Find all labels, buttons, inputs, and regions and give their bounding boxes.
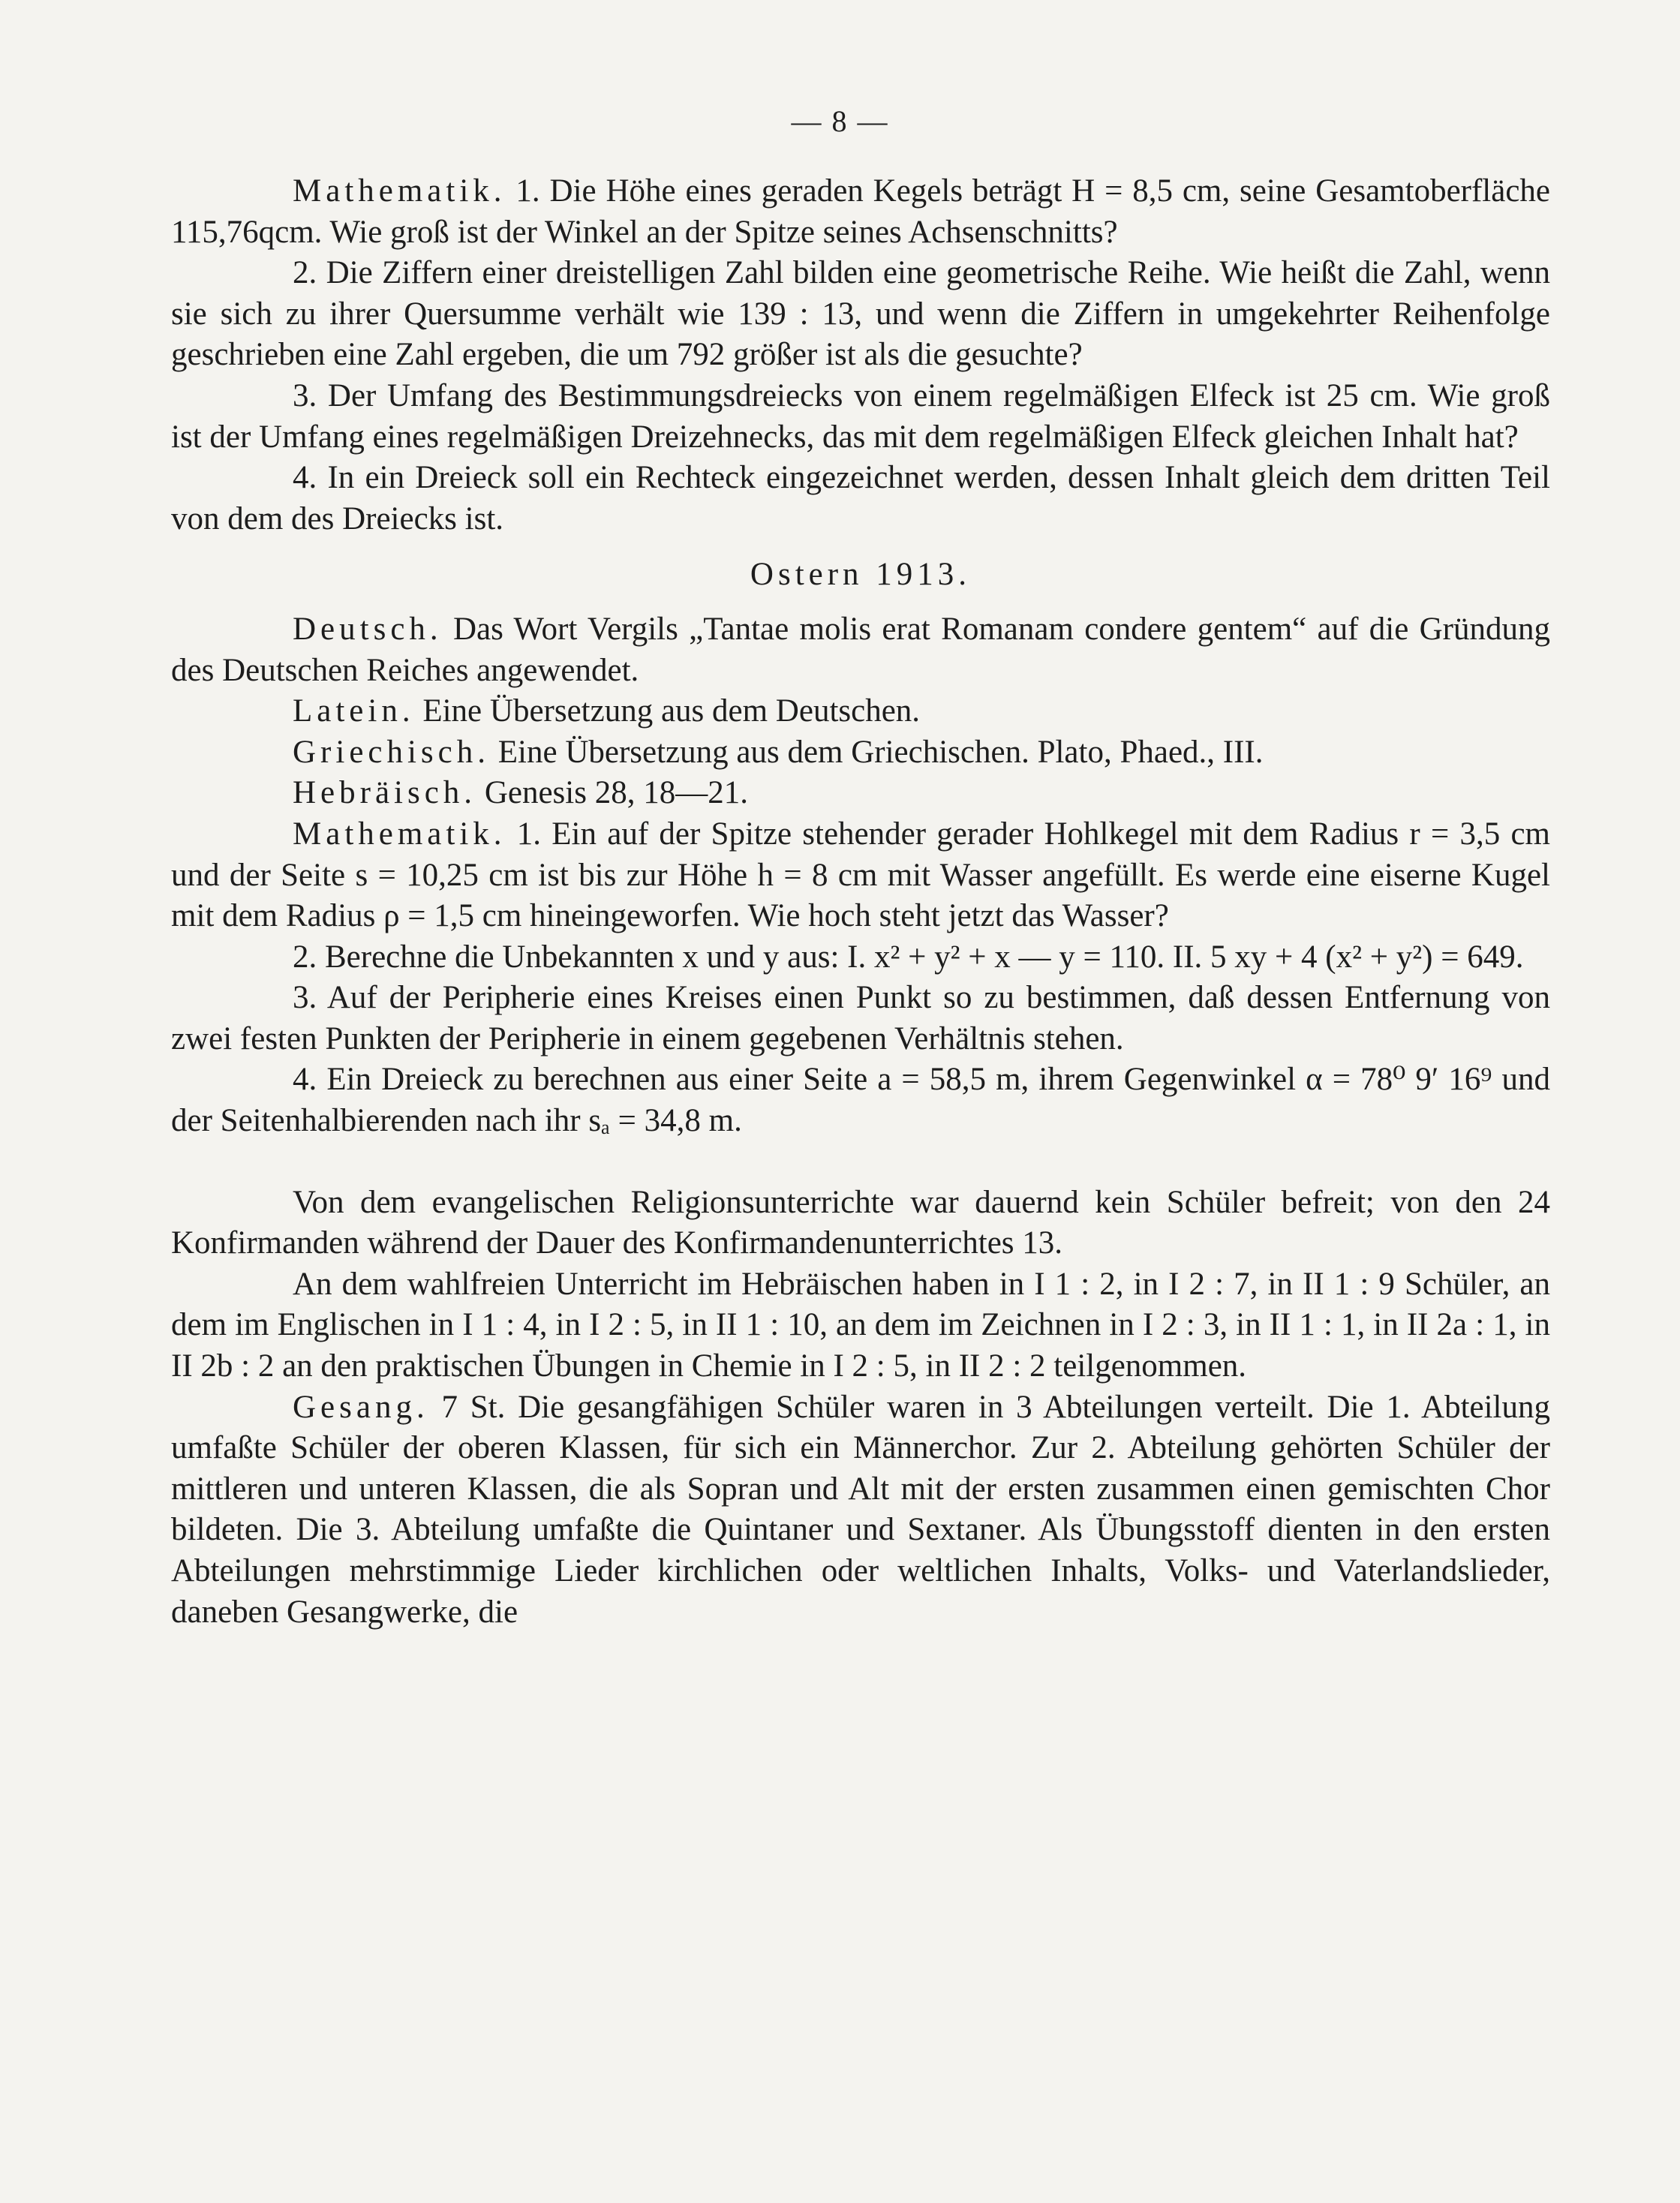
- griechisch-text: Eine Übersetzung aus dem Griechischen. Plato, Phaed., III.: [490, 734, 1264, 770]
- section-heading: Ostern 1913.: [750, 557, 972, 593]
- page-body: [171, 171, 1550, 1633]
- hebraeisch-paragraph: [171, 773, 1550, 814]
- religion-paragraph: Von dem evangelischen Religionsunterrichte war dauernd kein Schüler befreit; von den 24 Konfirmanden während der Dauer des Konfirmandenunterrichtes 13.: [171, 1184, 1550, 1261]
- math-2-label: Mathematik.: [293, 816, 506, 852]
- math-1-question-2: 2. Die Ziffern einer dreistelligen Zahl bilden eine geometrische Reihe. Wie heißt die Zahl, wenn sie sich zu ihrer Quersumme verhält wie 139 : 13, und wenn die Ziffern in umgekehrter Reihenfolge geschrieben eine Zahl ergeben, die um 792 größer ist als die gesuchte?: [171, 255, 1550, 373]
- page-number: — 8 —: [791, 104, 889, 138]
- math-1-question-4: 4. In ein Dreieck soll ein Rechteck eingezeichnet werden, dessen Inhalt gleich dem dritten Teil von dem des Dreiecks ist.: [171, 460, 1550, 536]
- math-1-label: Mathematik.: [293, 173, 506, 209]
- latein-text: Eine Übersetzung aus dem Deutschen.: [414, 693, 921, 729]
- latein-paragraph: [171, 691, 1550, 732]
- math-2-question-4: 4. Ein Dreieck zu berechnen aus einer Seite a = 58,5 m, ihrem Gegenwinkel α = 78⁰ 9′ 16⁹ und der Seitenhalbierenden nach ihr sₐ = 34,8 m.: [171, 1062, 1550, 1139]
- deutsch-paragraph: [171, 609, 1550, 691]
- hebraeisch-text: Genesis 28, 18—21.: [476, 775, 748, 811]
- gesang-label: Gesang.: [293, 1389, 429, 1425]
- section-spacer: [171, 1142, 1550, 1183]
- wahlfrei-paragraph: An dem wahlfreien Unterricht im Hebräischen haben in I 1 : 2, in I 2 : 7, in II 1 : 9 Schüler, an dem im Englischen in I 1 : 4, in I 2 : 5, in II 1 : 10, an dem im Zeichnen in I 2 : 3, in II 1 : 1, in II 2a : 1, in II 2b : 2 an den praktischen Übungen in Chemie in I 2 : 5, in II 2 : 2 teilgenommen.: [171, 1266, 1550, 1384]
- deutsch-label: Deutsch.: [293, 611, 443, 647]
- math-1-question-3: 3. Der Umfang des Bestimmungsdreiecks von einem regelmäßigen Elfeck ist 25 cm. Wie groß ist der Umfang eines regelmäßigen Dreizehnecks, das mit dem regelmäßigen Elfeck gleichen Inhalt hat?: [171, 377, 1550, 455]
- math-1-question-1: [171, 171, 1550, 253]
- latein-label: Latein.: [293, 693, 415, 729]
- math-2-question-2: 2. Berechne die Unbekannten x und y aus: I. x² + y² + x — y = 110. II. 5 xy + 4 (x² + y²) = 649.: [293, 939, 1524, 975]
- gesang-paragraph: [171, 1387, 1550, 1633]
- math-2-question-1: [171, 814, 1550, 937]
- deutsch-text: Das Wort Vergils „Tantae molis erat Romanam condere gentem“ auf die Gründung des Deutschen Reiches angewendet.: [171, 611, 1550, 688]
- math-2-question-3: 3. Auf der Peripherie eines Kreises einen Punkt so zu bestimmen, daß dessen Entfernung von zwei festen Punkten der Peripherie in einem gegebenen Verhältnis stehen.: [171, 980, 1550, 1056]
- math-1-q1-text: 1. Die Höhe eines geraden Kegels beträgt H = 8,5 cm, seine Gesamtoberfläche 115,76qcm. Wie groß ist der Winkel an der Spitze seines Achsenschnitts?: [171, 173, 1550, 250]
- griechisch-label: Griechisch.: [293, 734, 491, 770]
- gesang-text: 7 St. Die gesangfähigen Schüler waren in 3 Abteilungen verteilt. Die 1. Abteilung umfaßte Schüler der oberen Klassen, für sich ein Männerchor. Zur 2. Abteilung gehörten Schüler der mittleren und unteren Klassen, die als Sopran und Alt mit der ersten zusammen einen gemischten Chor bildeten. Die 3. Abteilung umfaßte die Quintaner und Sextaner. Als Übungsstoff dienten in den ersten Abteilungen mehrstimmige Lieder kirchlichen oder weltlichen Inhalts, Volks- und Vaterlandslieder, daneben Gesangwerke, die: [171, 1389, 1550, 1630]
- griechisch-paragraph: [171, 732, 1550, 774]
- hebraeisch-label: Hebräisch.: [293, 775, 477, 811]
- math-2-q1-text: 1. Ein auf der Spitze stehender gerader Hohlkegel mit dem Radius r = 3,5 cm und der Seite s = 10,25 cm ist bis zur Höhe h = 8 cm mit Wasser angefüllt. Es werde eine eiserne Kugel mit dem Radius ρ = 1,5 cm hineingeworfen. Wie hoch steht jetzt das Wasser?: [171, 816, 1550, 934]
